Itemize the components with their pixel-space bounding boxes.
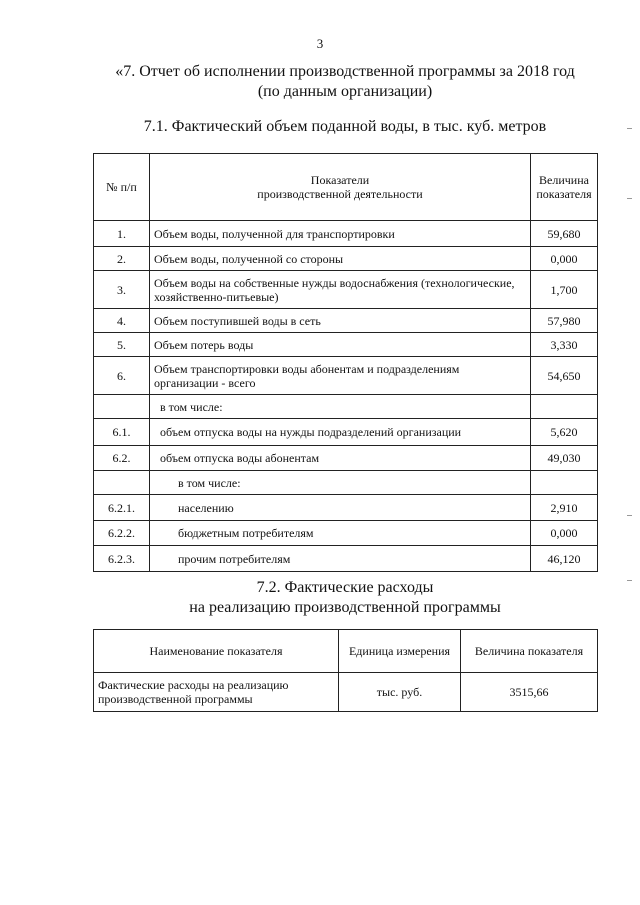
table-row	[94, 333, 598, 357]
page-number: 3	[316, 36, 324, 51]
row-name: населению	[150, 495, 531, 521]
water-volume-table	[93, 153, 598, 572]
row-name: Объем воды, полученной со стороны	[150, 247, 531, 271]
row-num: 6.2.2.	[94, 521, 150, 546]
table-row	[94, 495, 598, 521]
table-header-row	[94, 630, 598, 673]
section2-title-line1: 7.2. Фактические расходы	[256, 579, 434, 596]
scan-mark	[627, 580, 632, 581]
row-num: 6.1.	[94, 419, 150, 446]
row-name: объем отпуска воды абонентам	[150, 446, 531, 471]
row-value: 49,030	[531, 446, 598, 471]
row-value: 2,910	[531, 495, 598, 521]
row-name: бюджетным потребителям	[150, 521, 531, 546]
section1-title: 7.1. Фактический объем поданной воды, в тыс. куб. метров	[143, 118, 547, 135]
row-value: 46,120	[531, 546, 598, 572]
row-name: Фактические расходы на реализацию производственной программы	[94, 673, 339, 712]
expenses-table	[93, 629, 598, 712]
scan-mark	[627, 515, 632, 516]
row-num: 2.	[94, 247, 150, 271]
row-name: Объем транспортировки воды абонентам и подразделениям организации - всего	[150, 357, 531, 395]
row-unit: тыс. руб.	[339, 673, 461, 712]
table-row	[94, 419, 598, 446]
table-row	[94, 221, 598, 247]
header-name	[150, 154, 531, 221]
table-row	[94, 521, 598, 546]
header-indicator-name: Наименование показателя	[94, 630, 339, 673]
row-value	[531, 395, 598, 419]
row-name: объем отпуска воды на нужды подразделений организации	[150, 419, 531, 446]
row-value: 0,000	[531, 247, 598, 271]
row-name: прочим потребителям	[150, 546, 531, 572]
row-num: 1.	[94, 221, 150, 247]
header-value-line1: Величина	[539, 173, 589, 187]
row-value: 1,700	[531, 271, 598, 309]
row-num: 6.2.1.	[94, 495, 150, 521]
report-heading-line2: (по данным организации)	[257, 83, 433, 100]
row-num	[94, 395, 150, 419]
table-row	[94, 395, 598, 419]
header-value	[531, 154, 598, 221]
row-value: 0,000	[531, 521, 598, 546]
row-value: 5,620	[531, 419, 598, 446]
header-num: № п/п	[94, 154, 150, 221]
row-num: 5.	[94, 333, 150, 357]
row-value	[531, 471, 598, 495]
row-name: Объем воды, полученной для транспортировки	[150, 221, 531, 247]
row-name: Объем поступившей воды в сеть	[150, 309, 531, 333]
header-value-line2: показателя	[536, 187, 592, 201]
section2-title-line2: на реализацию производственной программы	[189, 599, 501, 616]
row-name: Объем потерь воды	[150, 333, 531, 357]
table-row	[94, 309, 598, 333]
header-name-line1: Показатели	[310, 173, 370, 187]
row-num	[94, 471, 150, 495]
row-value: 54,650	[531, 357, 598, 395]
table-row	[94, 471, 598, 495]
row-num: 3.	[94, 271, 150, 309]
row-num: 4.	[94, 309, 150, 333]
row-num: 6.2.3.	[94, 546, 150, 572]
row-value: 57,980	[531, 309, 598, 333]
table-row	[94, 673, 598, 712]
row-value: 3515,66	[461, 673, 598, 712]
report-heading-line1: «7. Отчет об исполнении производственной программы за 2018 год	[115, 63, 575, 80]
section2-title	[0, 578, 640, 618]
row-value: 3,330	[531, 333, 598, 357]
table-row	[94, 247, 598, 271]
row-num: 6.2.	[94, 446, 150, 471]
table-row	[94, 271, 598, 309]
header-name-line2: производственной деятельности	[257, 187, 423, 201]
table-header-row	[94, 154, 598, 221]
row-name: в том числе:	[150, 471, 531, 495]
scan-mark	[627, 198, 632, 199]
header-indicator-value: Величина показателя	[461, 630, 598, 673]
row-name: Объем воды на собственные нужды водоснабжения (технологические, хозяйственно-питьевые)	[150, 271, 531, 309]
table-row	[94, 546, 598, 572]
row-name: в том числе:	[150, 395, 531, 419]
table-row	[94, 446, 598, 471]
scan-mark	[627, 128, 632, 129]
row-value: 59,680	[531, 221, 598, 247]
row-num: 6.	[94, 357, 150, 395]
header-unit: Единица измерения	[339, 630, 461, 673]
report-heading	[0, 62, 640, 102]
table-row	[94, 357, 598, 395]
